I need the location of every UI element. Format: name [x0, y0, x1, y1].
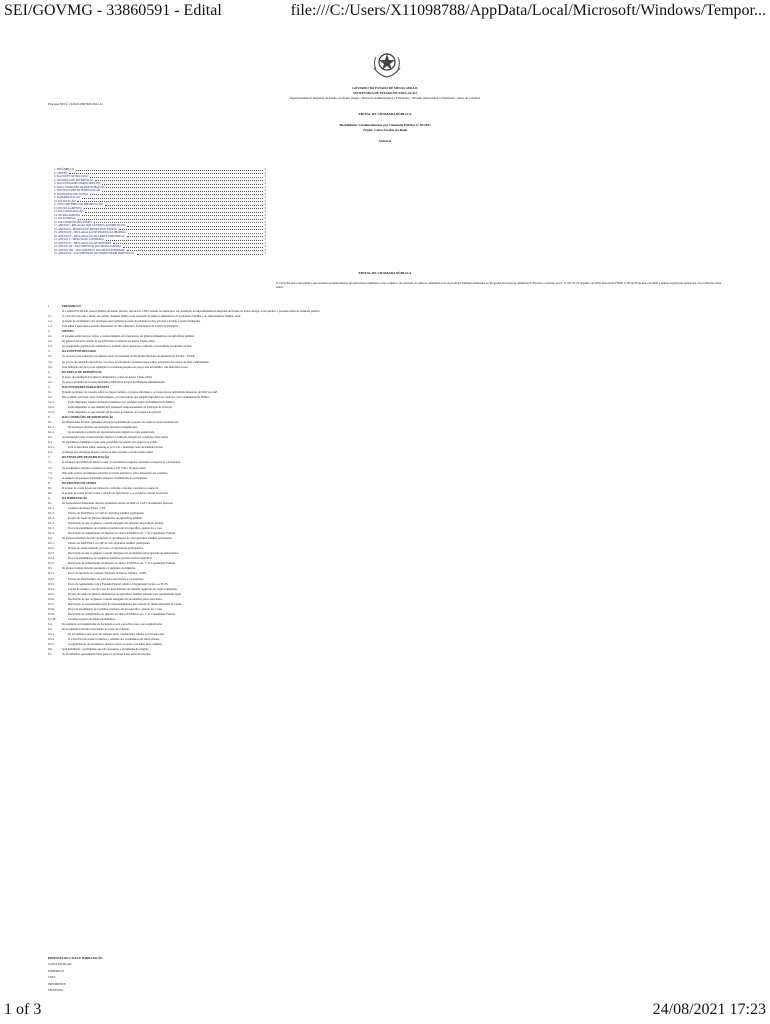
toc-item-label: 6. DAS CONDIÇÕES DE PARTICIPAÇÃO	[54, 185, 104, 189]
clause-number: 9.5.3.	[48, 642, 55, 647]
print-timestamp: 24/08/2021 17:23	[652, 1001, 766, 1018]
clause-number: 9.	[48, 495, 51, 500]
clause-number: 3.2.	[48, 359, 53, 364]
clause-text: DO PROJETO DE VENDA	[62, 480, 97, 485]
clause-number: 6.4.	[48, 450, 53, 455]
clause-number: 3.1.	[48, 354, 53, 359]
intro-paragraph: O Caixa Escolar torna público que realizará credenciamento de agricultores familiares com o objetivo de aquisição de gêneros alimentícios da Agricultura Familiar destinados ao Programa Nacional de Alimentação Escolar, conforme Lei nº 11.947 de 16 de junho de 2009, Resolução FNDE nº 06 de 08 de maio de 2020 e demais legislações aplicáveis, nas condições deste edital.	[276, 281, 722, 290]
clause-text: DA HABILITAÇÃO	[62, 495, 88, 500]
toc-item-label: 4. DO PREÇO DE REFERÊNCIA	[54, 178, 93, 182]
toc-item-page: 2	[264, 206, 266, 210]
clause-number: 6.	[48, 415, 51, 420]
clause-text: DA FONTE DE RECURSO	[62, 349, 97, 354]
toc-item-label: 24. ANEXO VIII - DOCUMENTOS DO GRUPO INFORMAL	[54, 248, 126, 252]
clause-number: 9.2.	[48, 536, 53, 541]
toc-item-page: 3	[264, 231, 266, 234]
toc-leader-dots	[127, 226, 262, 227]
toc-leader-dots	[78, 219, 263, 220]
clause-text: A participação neste credenciamento implica a aceitação integral das condições deste edital.	[62, 435, 169, 440]
clause-text: Projeto de venda de gêneros alimentícios da agricultura familiar.	[68, 515, 143, 520]
toc-leader-dots	[82, 198, 262, 199]
toc-leader-dots	[113, 243, 262, 244]
toc-item-label: 19. ANEXO III - DECLARAÇÃO DE PRODUÇÃO PRÓPRIA	[54, 231, 126, 234]
clause-text: Os interessados deverão apresentar envelope de habilitação e projeto de venda no prazo estabelecido.	[62, 420, 180, 425]
clause-number: 1.	[48, 304, 51, 308]
clause-text: Os fornecedores individuais deverão apresentar extrato da DAP ou CAF e documentos pessoais.	[62, 500, 174, 505]
clause-number: 6.2.	[48, 435, 53, 440]
clause-number: 9.1.	[48, 500, 53, 505]
toc-item-page: 2	[264, 196, 266, 199]
clause-text: O CAIXA ESCOLAR, pessoa jurídica de direito privado, inscrita no CNPJ, situada no município, sob jurisdição da Superintendência Regional de Ensino de Pouso Alegre, torna público o presente edital de chamada pública.	[62, 309, 321, 314]
clause-number: 9.3.5.	[48, 591, 55, 596]
toc-leader-dots	[69, 173, 262, 174]
toc-leader-dots	[106, 187, 263, 188]
clause-text: Declaração de cumprimento do disposto no inciso XXXIII do art. 7º da Constituição Federal.	[68, 531, 176, 536]
toc-leader-dots	[76, 170, 263, 171]
clause-text: Os grupos informais deverão apresentar os documentos de cada agricultor familiar participante.	[62, 536, 173, 541]
document-page	[40, 48, 730, 992]
clause-text: Declaração do representante legal de responsabilidade pelo controle do limite individual de venda.	[68, 601, 182, 606]
clause-text: Declaração de que os gêneros a serem entregues são produzidos pelos agricultores relacionados.	[68, 551, 180, 556]
clause-number: 9.7.	[48, 652, 53, 657]
toc-item-label: 23. ANEXO VII - DOCUMENTOS DO GRUPO FORMAL	[54, 245, 122, 248]
clause-text: Os documentos exigidos constam nos Anexos VII, VIII e IX deste edital.	[62, 465, 147, 470]
coat-of-arms-icon	[370, 48, 404, 80]
clause-number: 1.2.	[48, 319, 53, 324]
clause-text: Para definição dos preços de aquisição foi realizada pesquisa de preços em, no mínimo, três mercados locais.	[62, 364, 189, 369]
toc-leader-dots	[119, 229, 263, 230]
toc-item-page: 3	[264, 227, 266, 231]
clause-number: 5.	[48, 384, 51, 389]
clause-text: Para os fins deste edital, entende-se por local o município sede da unidade escolar.	[68, 445, 164, 450]
toc-item-page: 2	[264, 171, 266, 175]
toc-item-page: 2	[264, 182, 266, 185]
clause-text: Os grupos formais deverão apresentar os seguintes documentos.	[62, 566, 137, 571]
clause-number: 9.3.6.	[48, 596, 55, 601]
clause-text: Estão impedidos aqueles declarados inidôneos por qualquer órgão da Administração Pública.	[68, 399, 176, 404]
clause-text: Poderão participar do presente edital os grupos formais, os grupos informais e os fornecedores individuais detentores de DAP ou CAF.	[62, 389, 218, 394]
clause-text: Cópias do estatuto e ata de posse da atual diretoria da entidade registrada no órgão competente.	[68, 586, 179, 591]
clause-number: 9.1.2.	[48, 510, 55, 515]
toc-leader-dots	[95, 180, 263, 181]
toc-leader-dots	[102, 184, 262, 185]
clause-text: DAS CONDIÇÕES DE PARTICIPAÇÃO	[62, 415, 114, 420]
toc-item-page: 2	[264, 178, 266, 182]
clause-text: Prova de atendimento de requisitos previstos em lei específica, quando for o caso.	[68, 606, 163, 611]
toc-item-label: 20. ANEXO IV - DECLARAÇÃO DE LIMITE INDIVIDUAL	[54, 234, 125, 238]
toc-leader-dots	[105, 205, 263, 206]
toc-item-label: 10. DA SELEÇÃO	[54, 199, 76, 203]
clause-number: 5.1.	[48, 389, 53, 394]
clause-number: 9.2.4.	[48, 556, 55, 561]
clause-number: 9.5.1.	[48, 632, 55, 637]
clause-text: Estão impedidos os que estejam em processo de falência ou recuperação judicial.	[68, 409, 162, 414]
toc-item-label: 17. ANEXO I - RELAÇÃO DOS GÊNEROS ALIMENTÍCIOS	[54, 224, 126, 227]
toc-leader-dots	[84, 208, 263, 209]
toc-item-label: 5. DAS ENTIDADES PARTICIPANTES	[54, 182, 101, 185]
document-title: EDITAL DE CHAMADA PÚBLICA	[358, 112, 412, 116]
toc-item-page: 2	[264, 185, 266, 189]
clause-number: 9.3.2.	[48, 576, 55, 581]
org-line-3: Superintendência Regional de Ensino de Pouso Alegre / Diretoria Administrativa e Financeira / Divisão Operacional e Financeira / Setor de Compras	[289, 96, 481, 100]
clause-number: 7.4.	[48, 475, 53, 480]
toc-item-label: 15. DA ENTREGA	[54, 217, 76, 220]
toc-item-page: 2	[264, 192, 266, 196]
clause-text: A sessão de recebimento dos envelopes será realizada na sede da unidade escolar, em data e horário a serem divulgados.	[62, 319, 201, 324]
clause-text: O preço de referência dos gêneros alimentícios consta no Anexo I deste edital.	[62, 374, 153, 379]
toc-leader-dots	[106, 240, 263, 241]
toc-item-label: 21. ANEXO V - MINUTA DE CONTRATO	[54, 238, 104, 241]
clause-text: DAS ENTIDADES PARTICIPANTES	[62, 384, 110, 389]
signature-line: PRESIDENTE:	[48, 981, 67, 986]
clause-text: Declaração de cumprimento do disposto no inciso XXXIII do art. 7º da Constituição Federal.	[68, 611, 176, 616]
toc-item-page: 3	[264, 241, 266, 245]
clause-number: 5.2.2.	[48, 404, 55, 409]
clause-text: Declaração de que os gêneros a serem entregues são produzidos pelos associados.	[68, 596, 163, 601]
edital-title: EDITAL DE CHAMADA PÚBLICA	[358, 271, 412, 275]
clause-number: 2.1.	[48, 334, 53, 339]
clause-number: 1.3.	[48, 324, 53, 329]
clause-number: 9.4.	[48, 621, 53, 626]
toc-item-label: 16. DAS DISPOSIÇÕES FINAIS	[54, 220, 92, 224]
clause-number: 9.5.	[48, 627, 53, 631]
toc-item-page: 2	[264, 217, 266, 220]
clause-text: PREÂMBULO	[62, 304, 81, 308]
clause-number: 9.1.3.	[48, 515, 55, 520]
clause-number: 9.3.1.	[48, 571, 55, 576]
clause-number: 9.3.	[48, 566, 53, 571]
clause-number: 6.3.	[48, 440, 53, 445]
toc-item-label: 12. DO JULGAMENTO	[54, 206, 82, 210]
clause-number: 9.2.5.	[48, 561, 55, 566]
clause-text: Estão impedidos os que tenham sido suspensos temporariamente de participar de licitação.	[68, 404, 173, 409]
toc-item-page: 2	[264, 189, 266, 192]
clause-number: 7.	[48, 455, 51, 460]
clause-text: Os gêneros deverão atender às especificações constantes no Anexo I deste edital.	[62, 339, 156, 344]
toc-item-page: 2	[264, 168, 266, 171]
signature-line: ENDEREÇO:	[48, 968, 65, 973]
toc-item-page: 2	[264, 175, 266, 178]
clause-text: Projeto de venda de gêneros alimentícios da agricultura familiar assinado pelo representante legal.	[68, 591, 182, 596]
clause-number: 7.3.	[48, 470, 53, 475]
clause-text: Os envelopes deverão ser entregues lacrados e identificados.	[68, 425, 138, 430]
clause-number: 3.	[48, 349, 51, 354]
clause-text: Extrato da DAP Física ou CAF do agricultor familiar participante.	[68, 510, 145, 515]
clause-number: 9.2.2.	[48, 546, 55, 551]
toc-item-label: 1. PREÂMBULO	[54, 168, 75, 171]
toc-item-page: 2	[264, 203, 266, 206]
clause-number: 3.3.	[48, 364, 53, 369]
clause-text: Os recursos para aquisição dos gêneros serão provenientes do Programa Nacional de Alimentação Escolar - PNAE.	[62, 354, 196, 359]
clause-number: 5.2.3.	[48, 409, 55, 414]
toc-item-label: 18. ANEXO II - MODELO DE PROJETO DE VENDA	[54, 227, 117, 231]
clause-text: Prova de regularidade com a Fazenda Federal, relativa à Seguridade Social e ao FGTS.	[68, 581, 169, 586]
toc-leader-dots	[77, 201, 262, 202]
toc-leader-dots	[102, 191, 263, 192]
clause-number: 6.1.1.	[48, 425, 55, 430]
clause-text: Extrato da DAP Física ou CAF de cada agricultor familiar participante.	[68, 541, 151, 546]
clause-text: O Caixa Escolar tem o intuito de realizar chamada pública para aquisição de gêneros alimentícios da agricultura familiar e do empreendedor familiar rural.	[62, 314, 242, 319]
clause-number: 8.2.	[48, 490, 53, 495]
clause-text: Os documentos apresentados farão parte do processo e não serão devolvidos.	[62, 652, 152, 657]
clause-number: 9.3.4.	[48, 586, 55, 591]
clause-number: 6.1.2.	[48, 430, 55, 435]
page-indicator: 1 of 3	[4, 1001, 42, 1018]
clause-text: Este edital e seus anexos estarão disponíveis no sítio eletrônico da Secretaria de Estado de Educação.	[62, 324, 179, 329]
clause-text: O presente edital tem por objeto o credenciamento de fornecedores de gêneros alimentícios da agricultura familiar.	[62, 334, 195, 339]
clause-number: 4.	[48, 369, 51, 374]
clause-number: 8.	[48, 480, 51, 485]
toc-leader-dots	[128, 233, 263, 234]
clause-line	[48, 652, 730, 657]
clause-number: 9.5.2.	[48, 637, 55, 642]
clause-number: 2.3.	[48, 344, 53, 349]
toc-leader-dots	[137, 254, 263, 255]
clause-number: 2.2.	[48, 339, 53, 344]
clause-number: 4.1.	[48, 374, 53, 379]
clause-text: Os documentos poderão ser apresentados em original ou cópia autenticada.	[68, 430, 155, 435]
clause-text: O envelope de habilitação deverá conter os documentos exigidos conforme a categoria do participante.	[62, 460, 181, 465]
table-of-contents	[54, 168, 266, 256]
toc-leader-dots	[90, 194, 262, 195]
toc-item-label: 11. DOS CRITÉRIOS DE PRIORIZAÇÃO	[54, 203, 103, 206]
toc-leader-dots	[123, 247, 262, 248]
clause-number: 9.3.10.	[48, 616, 56, 621]
clause-text: OBJETO	[62, 329, 74, 334]
toc-item[interactable]	[54, 252, 266, 256]
clause-text: O projeto de venda deverá conter a relação de agricultores e os produtos a serem fornecidos.	[62, 490, 169, 495]
toc-item-page: 3	[264, 224, 266, 227]
organization-header	[40, 86, 730, 95]
print-header	[0, 0, 770, 24]
toc-item-page: 2	[264, 220, 266, 224]
toc-item-label: 8. DO PROJETO DE VENDA	[54, 192, 89, 196]
clause-number: 9.1.6.	[48, 531, 55, 536]
toc-item-page: 3	[264, 248, 266, 252]
clause-text: Os documentos sem prazo de validade serão considerados válidos por noventa dias.	[68, 632, 165, 637]
clause-number: 9.1.1.	[48, 505, 55, 510]
clause-number: 7.2.	[48, 465, 53, 470]
toc-item-label: 14. DO PAGAMENTO	[54, 213, 81, 217]
clause-text: A regularização de documentos deverá ocorrer no prazo concedido pela comissão.	[68, 642, 163, 647]
edital-body	[48, 304, 730, 657]
clause-text: Os preços poderão ser revistos mediante justificativa técnica devidamente fundamentada.	[62, 379, 166, 384]
clause-text: Prova de atendimento de requisitos sanitários previstos em lei específica.	[68, 556, 153, 561]
clause-number: 9.3.7.	[48, 601, 55, 606]
clause-text: Projeto de venda assinado por todos os agricultores participantes.	[68, 546, 144, 551]
toc-item-label: 25. ANEXO IX - DOCUMENTOS DO FORNECEDOR INDIVIDUAL	[54, 252, 135, 255]
clause-number: 9.6.	[48, 647, 53, 652]
clause-text: Não poderão participar deste credenciamento os fornecedores que estejam impedidos de contratar com a Administração Pública.	[62, 394, 211, 399]
clause-number: 6.3.1.	[48, 445, 55, 450]
clause-number: 7.1.	[48, 460, 53, 465]
toc-item-page: 3	[264, 245, 266, 248]
clause-text: Certidão negativa de débitos trabalhistas.	[68, 616, 116, 621]
organ-title: Órgão: Caixa Escolar da Rede	[362, 128, 407, 132]
toc-leader-dots	[127, 250, 262, 251]
toc-item-page: 3	[264, 234, 266, 238]
toc-item-label: 13. DA CONTRATAÇÃO	[54, 210, 84, 213]
toc-item-page: 2	[264, 210, 266, 213]
title-block	[40, 112, 730, 144]
clause-text: Prova de atendimento de requisitos previstos em lei específica, quando for o caso.	[68, 526, 163, 531]
clause-number: 6.1.	[48, 420, 53, 425]
modality-title: Modalidade: Credenciamento por Chamada Pública nº 40/2021	[339, 123, 431, 127]
clause-number: 9.2.3.	[48, 551, 55, 556]
toc-item-page: 2	[264, 199, 266, 203]
signature-title: PROPOSTA DO CAIXA E HABILITAÇÃO	[48, 956, 103, 960]
toc-item-label: 7. DO ENVELOPE DE HABILITAÇÃO	[54, 189, 100, 192]
clause-text: Prova de inscrição no Cadastro Nacional de Pessoa Jurídica - CNPJ.	[68, 571, 147, 576]
clause-text: Os agricultores familiares locais terão prioridade na seleção dos projetos de venda.	[62, 440, 158, 445]
process-reference: Processo SEI nº 1520.01.0007605/2021-41	[48, 102, 103, 106]
toc-leader-dots	[85, 212, 262, 213]
toc-leader-dots	[82, 215, 262, 216]
signature-line: CNPJ:	[48, 975, 56, 980]
clause-number: 4.2.	[48, 379, 53, 384]
toc-item-label: 2. OBJETO	[54, 171, 68, 175]
clause-text: DO PREÇO DE REFERÊNCIA	[62, 369, 102, 374]
clause-number: 8.1.	[48, 485, 53, 490]
toc-leader-dots	[94, 222, 263, 223]
print-header-path: file:///C:/Users/X11098788/AppData/Local/Microsoft/Windows/Tempor...	[290, 2, 766, 19]
clause-number: 9.3.9.	[48, 611, 55, 616]
clause-text: Será inabilitado o participante que não apresentar a documentação exigida.	[62, 647, 149, 652]
clause-text: A ausência de qualquer documento ensejará a inabilitação do participante.	[62, 475, 148, 480]
clause-number: 5.2.1.	[48, 399, 55, 404]
clause-number: 9.1.4.	[48, 521, 55, 526]
signature-line: TELEFONE:	[48, 988, 64, 993]
toc-item-page: 2	[264, 213, 266, 217]
summary-title: Sumário	[378, 139, 392, 143]
clause-text: O projeto de venda deverá ser elaborado conforme o modelo constante no Anexo II.	[62, 485, 159, 490]
toc-item-page: 3	[264, 252, 266, 255]
clause-number: 1.1.	[48, 314, 53, 319]
clause-number: 9.3.3.	[48, 581, 55, 586]
clause-text: Declaração de que os gêneros a serem entregues são oriundos de produção própria.	[68, 521, 164, 526]
signature-block	[48, 955, 103, 993]
clause-text: Não serão aceitos documentos enviados por meio eletrônico, salvo disposição em contrário.	[62, 470, 169, 475]
clause-number: 9.3.8.	[48, 606, 55, 611]
clause-text: Extrato da DAP Jurídica ou CAF para associações e cooperativas.	[68, 576, 145, 581]
clause-text: A entrega dos envelopes deverá ocorrer na data e horário previstos neste edital.	[62, 450, 154, 455]
clause-text: O Caixa Escolar poderá consultar a validade dos documentos em sítios oficiais.	[68, 637, 160, 642]
clause-number: 9.1.5.	[48, 526, 55, 531]
clause-text: Os preços de aquisição deverão ser os preços de referência constantes neste edital, acrescidos dos custos de frete e embalagens.	[62, 359, 210, 364]
signature-line: CAIXA ESCOLAR:	[48, 962, 72, 967]
org-line-2: SECRETARIA DE ESTADO DE EDUCAÇÃO	[353, 90, 417, 95]
clause-text: Cadastro de Pessoa Física - CPF.	[68, 505, 106, 510]
clause-number: 2.	[48, 329, 51, 334]
clause-number: 5.2.	[48, 394, 53, 399]
clause-text: DO ENVELOPE DE HABILITAÇÃO	[62, 455, 110, 460]
clause-text: Declaração de cumprimento do disposto no inciso XXXIII do art. 7º da Constituição Federal.	[68, 561, 176, 566]
toc-item-page: 3	[264, 238, 266, 241]
toc-leader-dots	[127, 236, 263, 237]
org-line-1: GOVERNO DO ESTADO DE MINAS GERAIS	[352, 86, 418, 90]
toc-item-label: 3. DA FONTE DE RECURSO	[54, 175, 89, 178]
print-footer	[0, 1000, 770, 1024]
toc-item-label: 9. DA HABILITAÇÃO	[54, 196, 81, 199]
clause-text: Na ausência ou irregularidade de documentos será concedido prazo para regularização.	[62, 621, 163, 626]
clause-text: As quantidades previstas são estimativas e poderão sofrer alterações conforme a necessidade da unidade escolar.	[62, 344, 192, 349]
clause-text: Os documentos deverão estar dentro do prazo de validade.	[62, 627, 130, 631]
clause-number: 9.2.1.	[48, 541, 55, 546]
print-header-title: SEI/GOVMG - 33860591 - Edital	[4, 2, 222, 19]
toc-leader-dots	[90, 177, 262, 178]
toc-item-label: 22. ANEXO VI - DECLARAÇÃO DE MENORES	[54, 241, 112, 245]
